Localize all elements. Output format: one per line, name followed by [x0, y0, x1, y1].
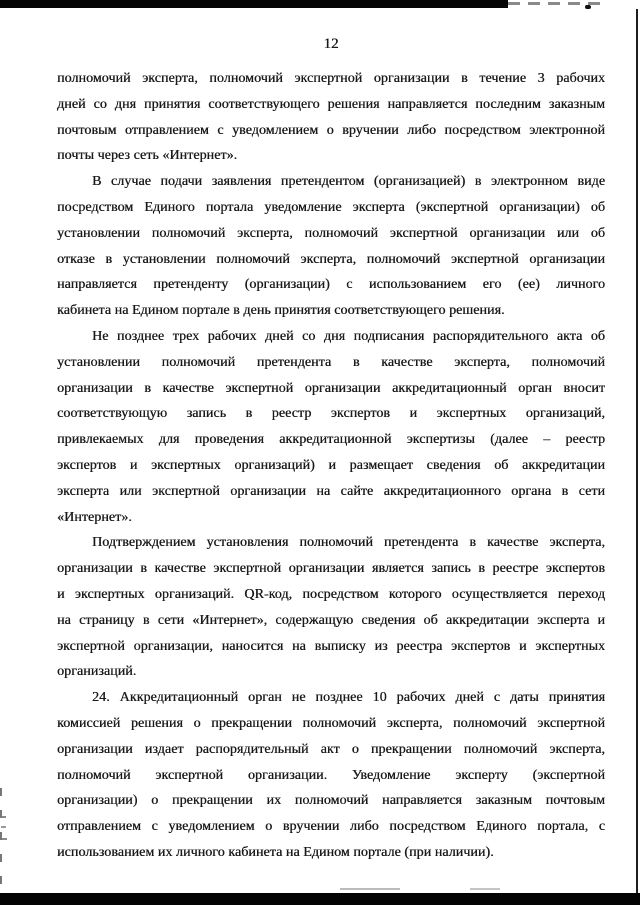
text-line: эксперта или экспертной организации на сайте аккредитационного органа в сети: [57, 483, 605, 499]
scan-edge-top-bar-extension: [508, 2, 608, 5]
text-line: дней со дня принятия соответствующего решения направляется последним заказным: [57, 96, 605, 112]
scan-smudge: [470, 888, 500, 890]
text-line: В случае подачи заявления претендентом (организацией) в электронном виде: [92, 174, 605, 190]
text-line: установлении полномочий претендента в качестве эксперта, полномочий: [57, 354, 605, 370]
text-line: 24. Аккредитационный орган не позднее 10 рабочих дней с даты принятия: [92, 690, 605, 706]
scan-speck: [1, 826, 6, 828]
text-line: «Интернет».: [57, 509, 132, 525]
paragraph: [57, 530, 605, 685]
paragraph: [57, 66, 605, 169]
text-line: экспертной организации, наносится на выписку из реестра экспертов и экспертных: [57, 638, 605, 654]
scan-speck: [2, 816, 6, 818]
scan-smudge: [340, 888, 400, 890]
text-line: установлении полномочий эксперта, полномочий экспертной организации или об: [57, 225, 605, 241]
text-line: отправлением с уведомлением о вручении либо посредством Единого портала, с: [57, 819, 605, 835]
text-line: соответствующую запись в реестр экспертов и экспертных организаций,: [57, 406, 605, 422]
text-line: организации издает распорядительный акт о прекращении полномочий эксперта,: [57, 741, 605, 757]
scan-edge-right-line: [636, 9, 638, 893]
text-line: организации) о прекращении их полномочий направляется заказным почтовым: [57, 793, 605, 809]
text-line: полномочий эксперта, полномочий экспертной организации в течение 3 рабочих: [57, 71, 605, 86]
document-text-block: [57, 66, 605, 866]
text-line: привлекаемых для проведения аккредитационной экспертизы (далее – реестр: [57, 432, 605, 448]
text-line: Не позднее трех рабочих дней со дня подписания распорядительного акта об: [92, 328, 605, 344]
paragraph: [57, 324, 605, 530]
text-line: направляется претенденту (организации) с использованием его (ее) личного: [57, 277, 605, 293]
scan-edge-left-line: [0, 788, 2, 893]
text-line: организаций.: [57, 664, 137, 680]
text-line: на страницу в сети «Интернет», содержащую сведения об аккредитации эксперта и: [57, 612, 605, 628]
page-number: 12: [323, 36, 339, 52]
text-line: организации в качестве экспертной организации является запись в реестре экспертов: [57, 561, 605, 577]
text-line: полномочий экспертной организации. Уведомление эксперту (экспертной: [57, 767, 605, 783]
text-line: посредством Единого портала уведомление эксперта (экспертной организации) об: [57, 199, 605, 215]
scan-speck: [2, 838, 7, 840]
text-line: отказе в установлении полномочий эксперта, полномочий экспертной организации: [57, 251, 605, 267]
text-line: экспертов и экспертных организаций) и размещает сведения об аккредитации: [57, 457, 605, 473]
text-line: организации в качестве экспертной организации аккредитационный орган вносит: [57, 380, 605, 396]
scan-edge-top-bar: [0, 0, 508, 8]
text-line: комиссией решения о прекращении полномочий эксперта, полномочий экспертной: [57, 715, 605, 731]
text-line: кабинета на Едином портале в день принятия соответствующего решения.: [57, 303, 505, 319]
text-line: почты через сеть «Интернет».: [57, 148, 238, 164]
paragraph: [57, 685, 605, 866]
scan-edge-bottom-bar: [0, 893, 640, 905]
text-line: почтовым отправлением с уведомлением о вручении либо посредством электронной: [57, 122, 605, 138]
text-line: Подтверждением установления полномочий претендента в качестве эксперта,: [92, 535, 605, 551]
text-line: и экспертных организаций. QR-код, посредством которого осуществляется переход: [57, 586, 605, 602]
scan-speck: [585, 5, 591, 9]
text-line: использованием их личного кабинета на Едином портале (при наличии).: [57, 844, 494, 860]
paragraph: [57, 169, 605, 324]
